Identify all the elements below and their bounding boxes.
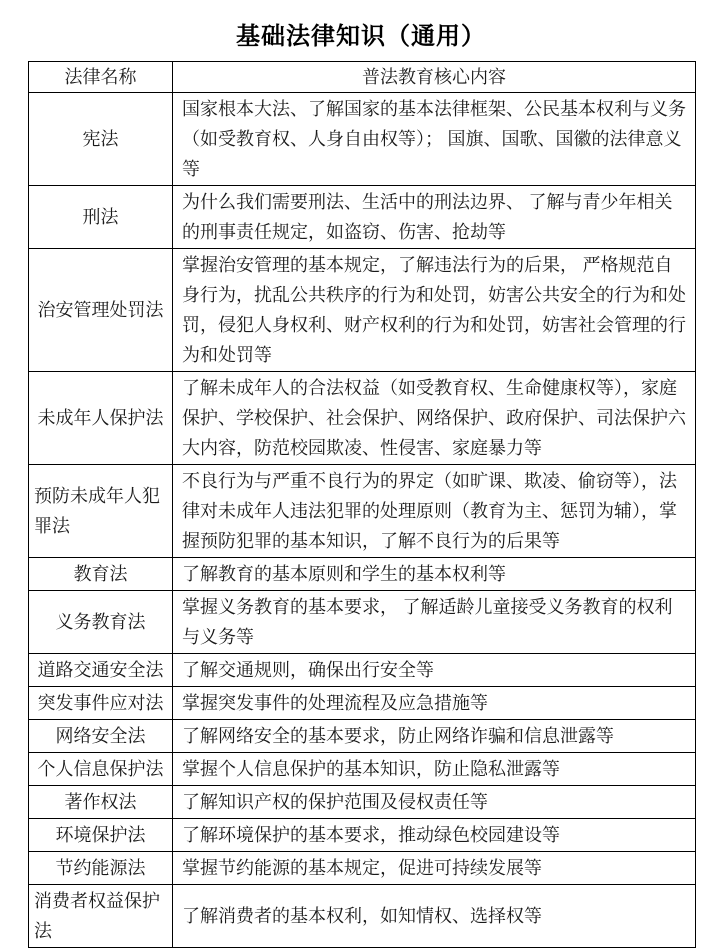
law-content-cell: 了解教育的基本原则和学生的基本权利等 xyxy=(173,558,696,591)
table-row xyxy=(29,186,696,249)
law-content-cell: 了解环境保护的基本要求，推动绿色校园建设等 xyxy=(173,819,696,852)
law-content-cell: 不良行为与严重不良行为的界定（如旷课、欺凌、偷窃等），法律对未成年人违法犯罪的处理原则（教育为主、惩罚为辅），掌握预防犯罪的基本知识，了解不良行为的后果等 xyxy=(173,465,696,558)
table-row xyxy=(29,687,696,720)
table-row xyxy=(29,372,696,465)
law-name-cell: 著作权法 xyxy=(29,786,173,819)
table-row xyxy=(29,753,696,786)
law-name-cell: 消费者权益保护法 xyxy=(29,885,173,948)
law-name-cell: 网络安全法 xyxy=(29,720,173,753)
law-name-cell: 环境保护法 xyxy=(29,819,173,852)
table-row xyxy=(29,591,696,654)
law-content-cell: 掌握个人信息保护的基本知识，防止隐私泄露等 xyxy=(173,753,696,786)
law-content-cell: 掌握义务教育的基本要求， 了解适龄儿童接受义务教育的权利与义务等 xyxy=(173,591,696,654)
law-content-cell: 掌握突发事件的处理流程及应急措施等 xyxy=(173,687,696,720)
law-content-cell: 了解知识产权的保护范围及侵权责任等 xyxy=(173,786,696,819)
law-content-cell: 国家根本大法、了解国家的基本法律框架、公民基本权利与义务（如受教育权、人身自由权等）； 国旗、国歌、国徽的法律意义等 xyxy=(173,93,696,186)
table-row xyxy=(29,249,696,372)
table-row xyxy=(29,885,696,948)
law-name-cell: 个人信息保护法 xyxy=(29,753,173,786)
law-name-cell: 突发事件应对法 xyxy=(29,687,173,720)
law-table-head xyxy=(29,62,696,93)
table-row xyxy=(29,465,696,558)
table-row xyxy=(29,852,696,885)
law-table-body xyxy=(29,93,696,948)
law-content-cell: 了解消费者的基本权利，如知情权、选择权等 xyxy=(173,885,696,948)
table-row xyxy=(29,819,696,852)
law-name-cell: 义务教育法 xyxy=(29,591,173,654)
law-name-cell: 未成年人保护法 xyxy=(29,372,173,465)
law-content-cell: 了解网络安全的基本要求，防止网络诈骗和信息泄露等 xyxy=(173,720,696,753)
law-table xyxy=(28,61,696,948)
page-title: 基础法律知识（通用） xyxy=(236,24,486,50)
law-name-cell: 刑法 xyxy=(29,186,173,249)
table-row xyxy=(29,720,696,753)
law-name-cell: 宪法 xyxy=(29,93,173,186)
table-row xyxy=(29,93,696,186)
law-content-cell: 掌握治安管理的基本规定，了解违法行为的后果， 严格规范自身行为，扰乱公共秩序的行为和处罚，妨害公共安全的行为和处罚，侵犯人身权利、财产权利的行为和处罚，妨害社会管理的行为和处罚等 xyxy=(173,249,696,372)
law-name-cell: 道路交通安全法 xyxy=(29,654,173,687)
law-name-cell: 节约能源法 xyxy=(29,852,173,885)
table-row xyxy=(29,654,696,687)
law-content-cell: 了解交通规则，确保出行安全等 xyxy=(173,654,696,687)
law-name-cell: 预防未成年人犯罪法 xyxy=(29,465,173,558)
table-row xyxy=(29,558,696,591)
law-content-cell: 了解未成年人的合法权益（如受教育权、生命健康权等），家庭保护、学校保护、社会保护、网络保护、政府保护、司法保护六大内容，防范校园欺凌、性侵害、家庭暴力等 xyxy=(173,372,696,465)
header-row xyxy=(29,62,696,93)
law-name-cell: 教育法 xyxy=(29,558,173,591)
law-name-cell: 治安管理处罚法 xyxy=(29,249,173,372)
table-row xyxy=(29,786,696,819)
header-core-content: 普法教育核心内容 xyxy=(173,62,696,93)
header-law-name: 法律名称 xyxy=(29,62,173,93)
law-content-cell: 掌握节约能源的基本规定，促进可持续发展等 xyxy=(173,852,696,885)
law-content-cell: 为什么我们需要刑法、生活中的刑法边界、 了解与青少年相关的刑事责任规定，如盗窃、伤害、抢劫等 xyxy=(173,186,696,249)
